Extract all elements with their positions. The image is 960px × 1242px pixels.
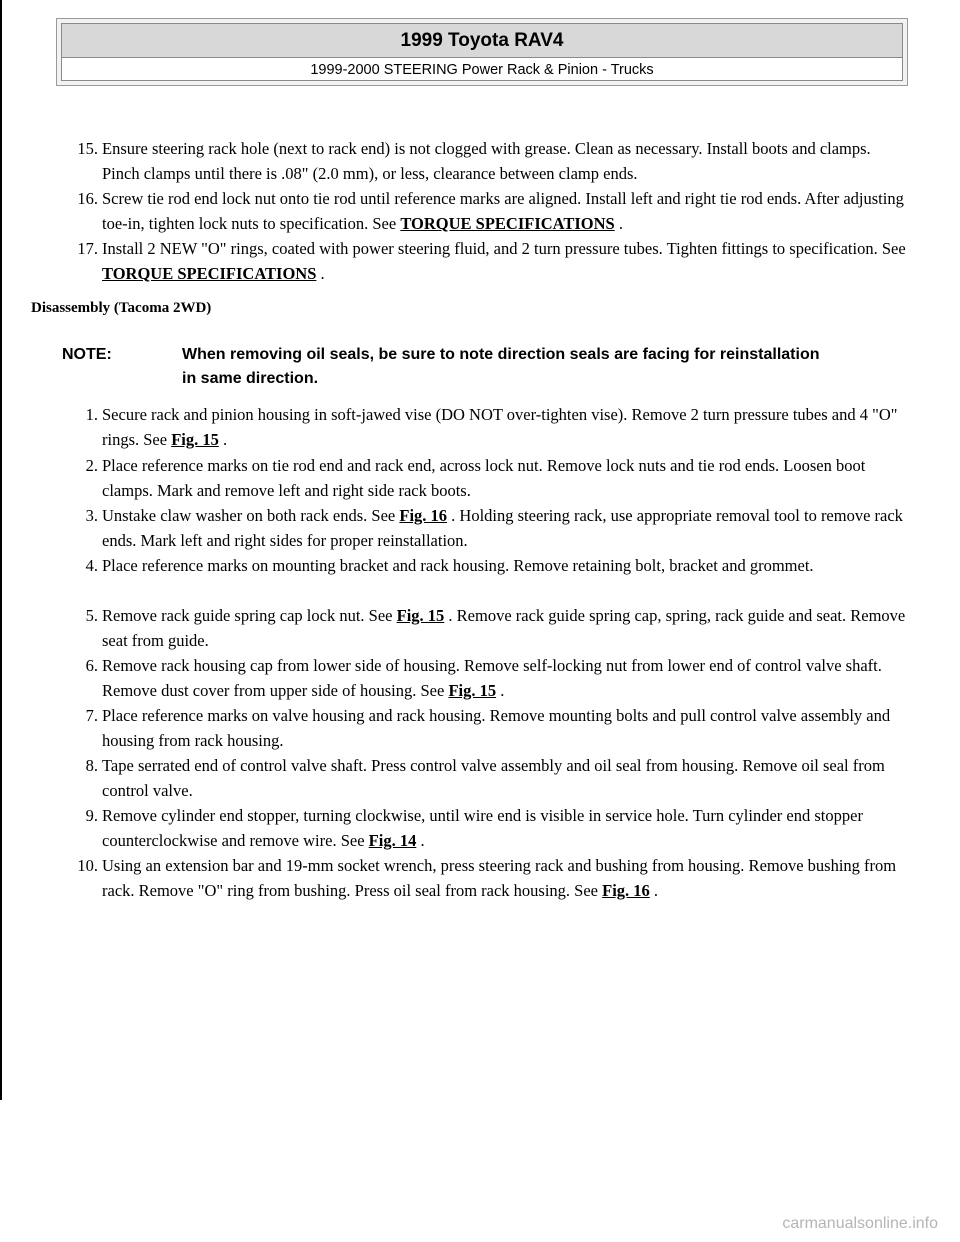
fig-15-link[interactable]: Fig. 15 [171, 430, 219, 449]
fig-16-link[interactable]: Fig. 16 [602, 881, 650, 900]
step-text: Secure rack and pinion housing in soft-jawed vise (DO NOT over-tighten vise). Remove 2 turn pressure tubes and 4 "O" rings. See Fig. 15 . [102, 405, 898, 449]
step-text: Install 2 NEW "O" rings, coated with power steering fluid, and 2 turn pressure tubes. Tighten fittings to specification. See TORQUE SPECIFICATIONS . [102, 239, 906, 283]
step-number: 9. [85, 806, 98, 825]
step-text: Remove cylinder end stopper, turning clockwise, until wire end is visible in service hole. Turn cylinder end stopper counterclockwise and remove wire. See Fig. 14 . [102, 806, 863, 850]
step-number: 2. [85, 456, 98, 475]
step-number: 7. [85, 706, 98, 725]
fig-15-link[interactable]: Fig. 15 [448, 681, 497, 700]
step-text: Screw tie rod end lock nut onto tie rod until reference marks are aligned. Install left and right tie rod ends. After adjusting toe-in, tighten lock nuts to specification. See TORQUE SPECIFICATIONS . [102, 189, 904, 233]
document-header [56, 18, 908, 86]
document-header-inner [61, 23, 903, 81]
torque-specifications-link[interactable]: TORQUE SPECIFICATIONS [400, 214, 615, 233]
step-text: Tape serrated end of control valve shaft. Press control valve assembly and oil seal from housing. Remove oil seal from control valve. [102, 756, 885, 800]
step-number: 3. [85, 506, 98, 525]
note-text: When removing oil seals, be sure to note direction seals are facing for reinstallation in same direction. [182, 346, 820, 387]
step-text: Ensure steering rack hole (next to rack end) is not clogged with grease. Clean as necessary. Install boots and clamps. Pinch clamps until there is .08" (2.0 mm), or less, clearance between clamp ends. [102, 139, 871, 183]
step-number: 8. [85, 756, 98, 775]
step-text: Place reference marks on tie rod end and rack end, across lock nut. Remove lock nuts and tie rod ends. Loosen boot clamps. Mark and remove left and right side rack boots. [102, 456, 866, 500]
step-text: Remove rack housing cap from lower side of housing. Remove self-locking nut from lower end of control valve shaft. Remove dust cover from upper side of housing. See Fig. 15 . [102, 656, 882, 700]
step-number: 10. [77, 856, 98, 875]
document-title: 1999 Toyota RAV4 [62, 24, 902, 58]
fig-16-link[interactable]: Fig. 16 [399, 506, 448, 525]
step-text: Place reference marks on mounting bracket and rack housing. Remove retaining bolt, bracket and grommet. [102, 556, 814, 575]
fig-15-link[interactable]: Fig. 15 [396, 606, 445, 625]
step-number: 16. [77, 189, 98, 208]
step-number: 6. [85, 656, 98, 675]
step-text: Using an extension bar and 19-mm socket wrench, press steering rack and bushing from housing. Remove bushing from rack. Remove "O" ring from bushing. Press oil seal from rack housing. See Fig. 16 . [102, 856, 897, 900]
page-left-border [0, 0, 2, 1100]
step-number: 4. [85, 556, 98, 575]
step-text: Unstake claw washer on both rack ends. See Fig. 16 . Holding steering rack, use appropriate removal tool to remove rack ends. Mark left and right sides for proper reinstallation. [102, 506, 903, 550]
note-label: NOTE: [62, 346, 112, 363]
step-number: 5. [85, 606, 98, 625]
step-number: 15. [77, 139, 98, 158]
step-text: Place reference marks on valve housing and rack housing. Remove mounting bolts and pull control valve assembly and housing from rack housing. [102, 706, 891, 750]
step-text: Remove rack guide spring cap lock nut. See Fig. 15 . Remove rack guide spring cap, spring, rack guide and seat. Remove seat from guide. [102, 606, 906, 650]
document-subtitle: 1999-2000 STEERING Power Rack & Pinion - Trucks [310, 62, 654, 78]
site-watermark: carmanualsonline.info [782, 1215, 938, 1232]
torque-specifications-link[interactable]: TORQUE SPECIFICATIONS [102, 264, 317, 283]
step-number: 17. [77, 239, 98, 258]
section-heading: Disassembly (Tacoma 2WD) [31, 300, 212, 316]
fig-14-link[interactable]: Fig. 14 [368, 831, 417, 850]
step-number: 1. [85, 405, 98, 424]
